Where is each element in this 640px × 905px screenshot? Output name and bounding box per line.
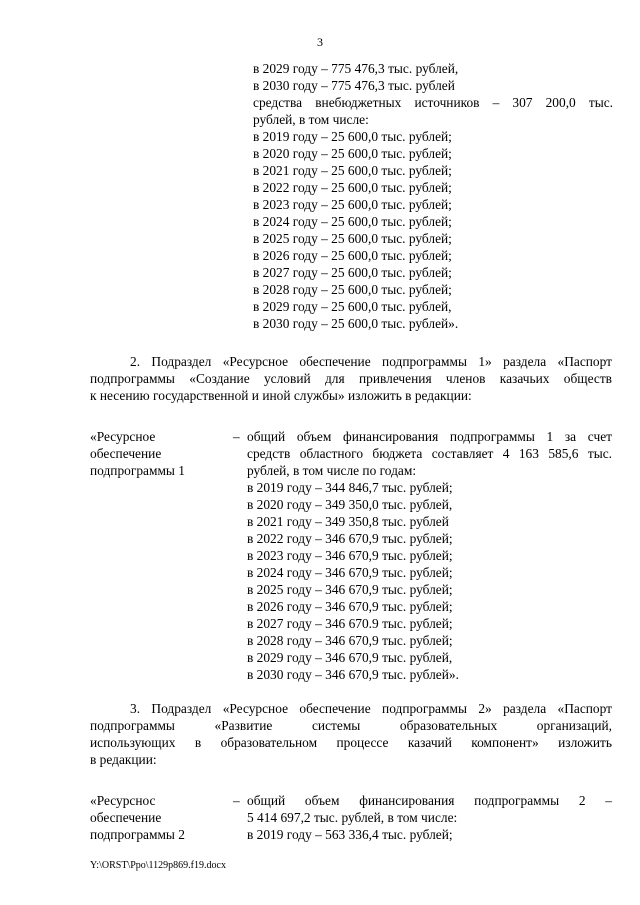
label-line: подпрограммы 2 [90,827,185,842]
funding-line: в 2030 году – 346 670,9 тыс. рублей». [247,667,459,682]
funding-line: в 2023 году – 346 670,9 тыс. рублей; [247,548,453,563]
section2-dash: – [233,793,240,808]
funding-line: в 2030 году – 25 600,0 тыс. рублей». [253,316,459,331]
funding-line: в 2021 году – 25 600,0 тыс. рублей; [253,163,452,178]
funding-line: в 2025 году – 346 670,9 тыс. рублей; [247,582,453,597]
page-number: 3 [317,35,323,49]
funding-line: общий объем финансирования подпрограммы 1 за счет [247,429,612,444]
funding-line: в 2024 году – 346 670,9 тыс. рублей; [247,565,453,580]
paragraph-line: подпрограммы «Развитие системы образовательных организаций, [90,718,612,733]
top-funding-block [253,60,613,332]
funding-line: в 2022 году – 25 600,0 тыс. рублей; [253,180,452,195]
funding-line: в 2025 году – 25 600,0 тыс. рублей; [253,231,452,246]
label-line: подпрограммы 1 [90,463,185,478]
section2-label [90,792,185,843]
paragraph-line: 3. Подраздел «Ресурсное обеспечение подпрограммы 2» раздела «Паспорт [130,701,612,716]
funding-line: в 2027 году – 346 670.9 тыс. рублей; [247,616,453,631]
section2-funding [247,792,612,843]
paragraph-3 [90,700,612,768]
funding-line: в 2019 году – 344 846,7 тыс. рублей; [247,480,453,495]
funding-line: в 2021 году – 349 350,8 тыс. рублей [247,514,449,529]
funding-line: в 2020 году – 25 600,0 тыс. рублей; [253,146,452,161]
paragraph-line: использующих в образовательном процессе казачий компонент» изложить [90,735,612,750]
paragraph-line: в редакции: [90,752,157,767]
funding-line: общий объем финансирования подпрограммы 2 – [247,793,612,808]
funding-line: 5 414 697,2 тыс. рублей, в том числе: [247,810,458,825]
funding-line: в 2029 году – 775 476,3 тыс. рублей, [253,61,459,76]
funding-line: средств областного бюджета составляет 4 163 585,6 тыс. [247,446,612,461]
funding-line: рублей, в том числе: [253,112,369,127]
funding-line: средства внебюджетных источников – 307 200,0 тыс. [253,95,613,110]
label-line: обеспечение [90,810,162,825]
funding-line: в 2022 году – 346 670,9 тыс. рублей; [247,531,453,546]
section1-dash: – [233,429,240,444]
funding-line: в 2030 году – 775 476,3 тыс. рублей [253,78,455,93]
funding-line: в 2028 году – 25 600,0 тыс. рублей; [253,282,452,297]
funding-line: в 2020 году – 349 350,0 тыс. рублей, [247,497,453,512]
funding-line: в 2027 году – 25 600,0 тыс. рублей; [253,265,452,280]
section1-funding [247,428,612,683]
paragraph-line: 2. Подраздел «Ресурсное обеспечение подпрограммы 1» раздела «Паспорт [130,354,612,369]
file-path-footer: Y:\ORST\Ppo\1129p869.f19.docx [90,860,226,871]
label-line: «Ресурснос [90,793,156,808]
funding-line: в 2026 году – 346 670,9 тыс. рублей; [247,599,453,614]
funding-line: в 2019 году – 563 336,4 тыс. рублей; [247,827,453,842]
funding-line: в 2024 году – 25 600,0 тыс. рублей; [253,214,452,229]
funding-line: в 2026 году – 25 600,0 тыс. рублей; [253,248,452,263]
paragraph-2 [90,353,612,404]
paragraph-line: подпрограммы «Создание условий для привлечения членов казачьих обществ [90,371,612,386]
funding-line: в 2023 году – 25 600,0 тыс. рублей; [253,197,452,212]
funding-line: в 2029 году – 346 670,9 тыс. рублей, [247,650,453,665]
funding-line: в 2029 году – 25 600,0 тыс. рублей, [253,299,452,314]
paragraph-line: к несению государственной и иной службы» изложить в редакции: [90,388,472,403]
section1-label [90,428,185,479]
funding-line: в 2028 году – 346 670,9 тыс. рублей; [247,633,453,648]
funding-line: рублей, в том числе по годам: [247,463,417,478]
label-line: «Ресурсное [90,429,156,444]
funding-line: в 2019 году – 25 600,0 тыс. рублей; [253,129,452,144]
label-line: обеспечение [90,446,162,461]
